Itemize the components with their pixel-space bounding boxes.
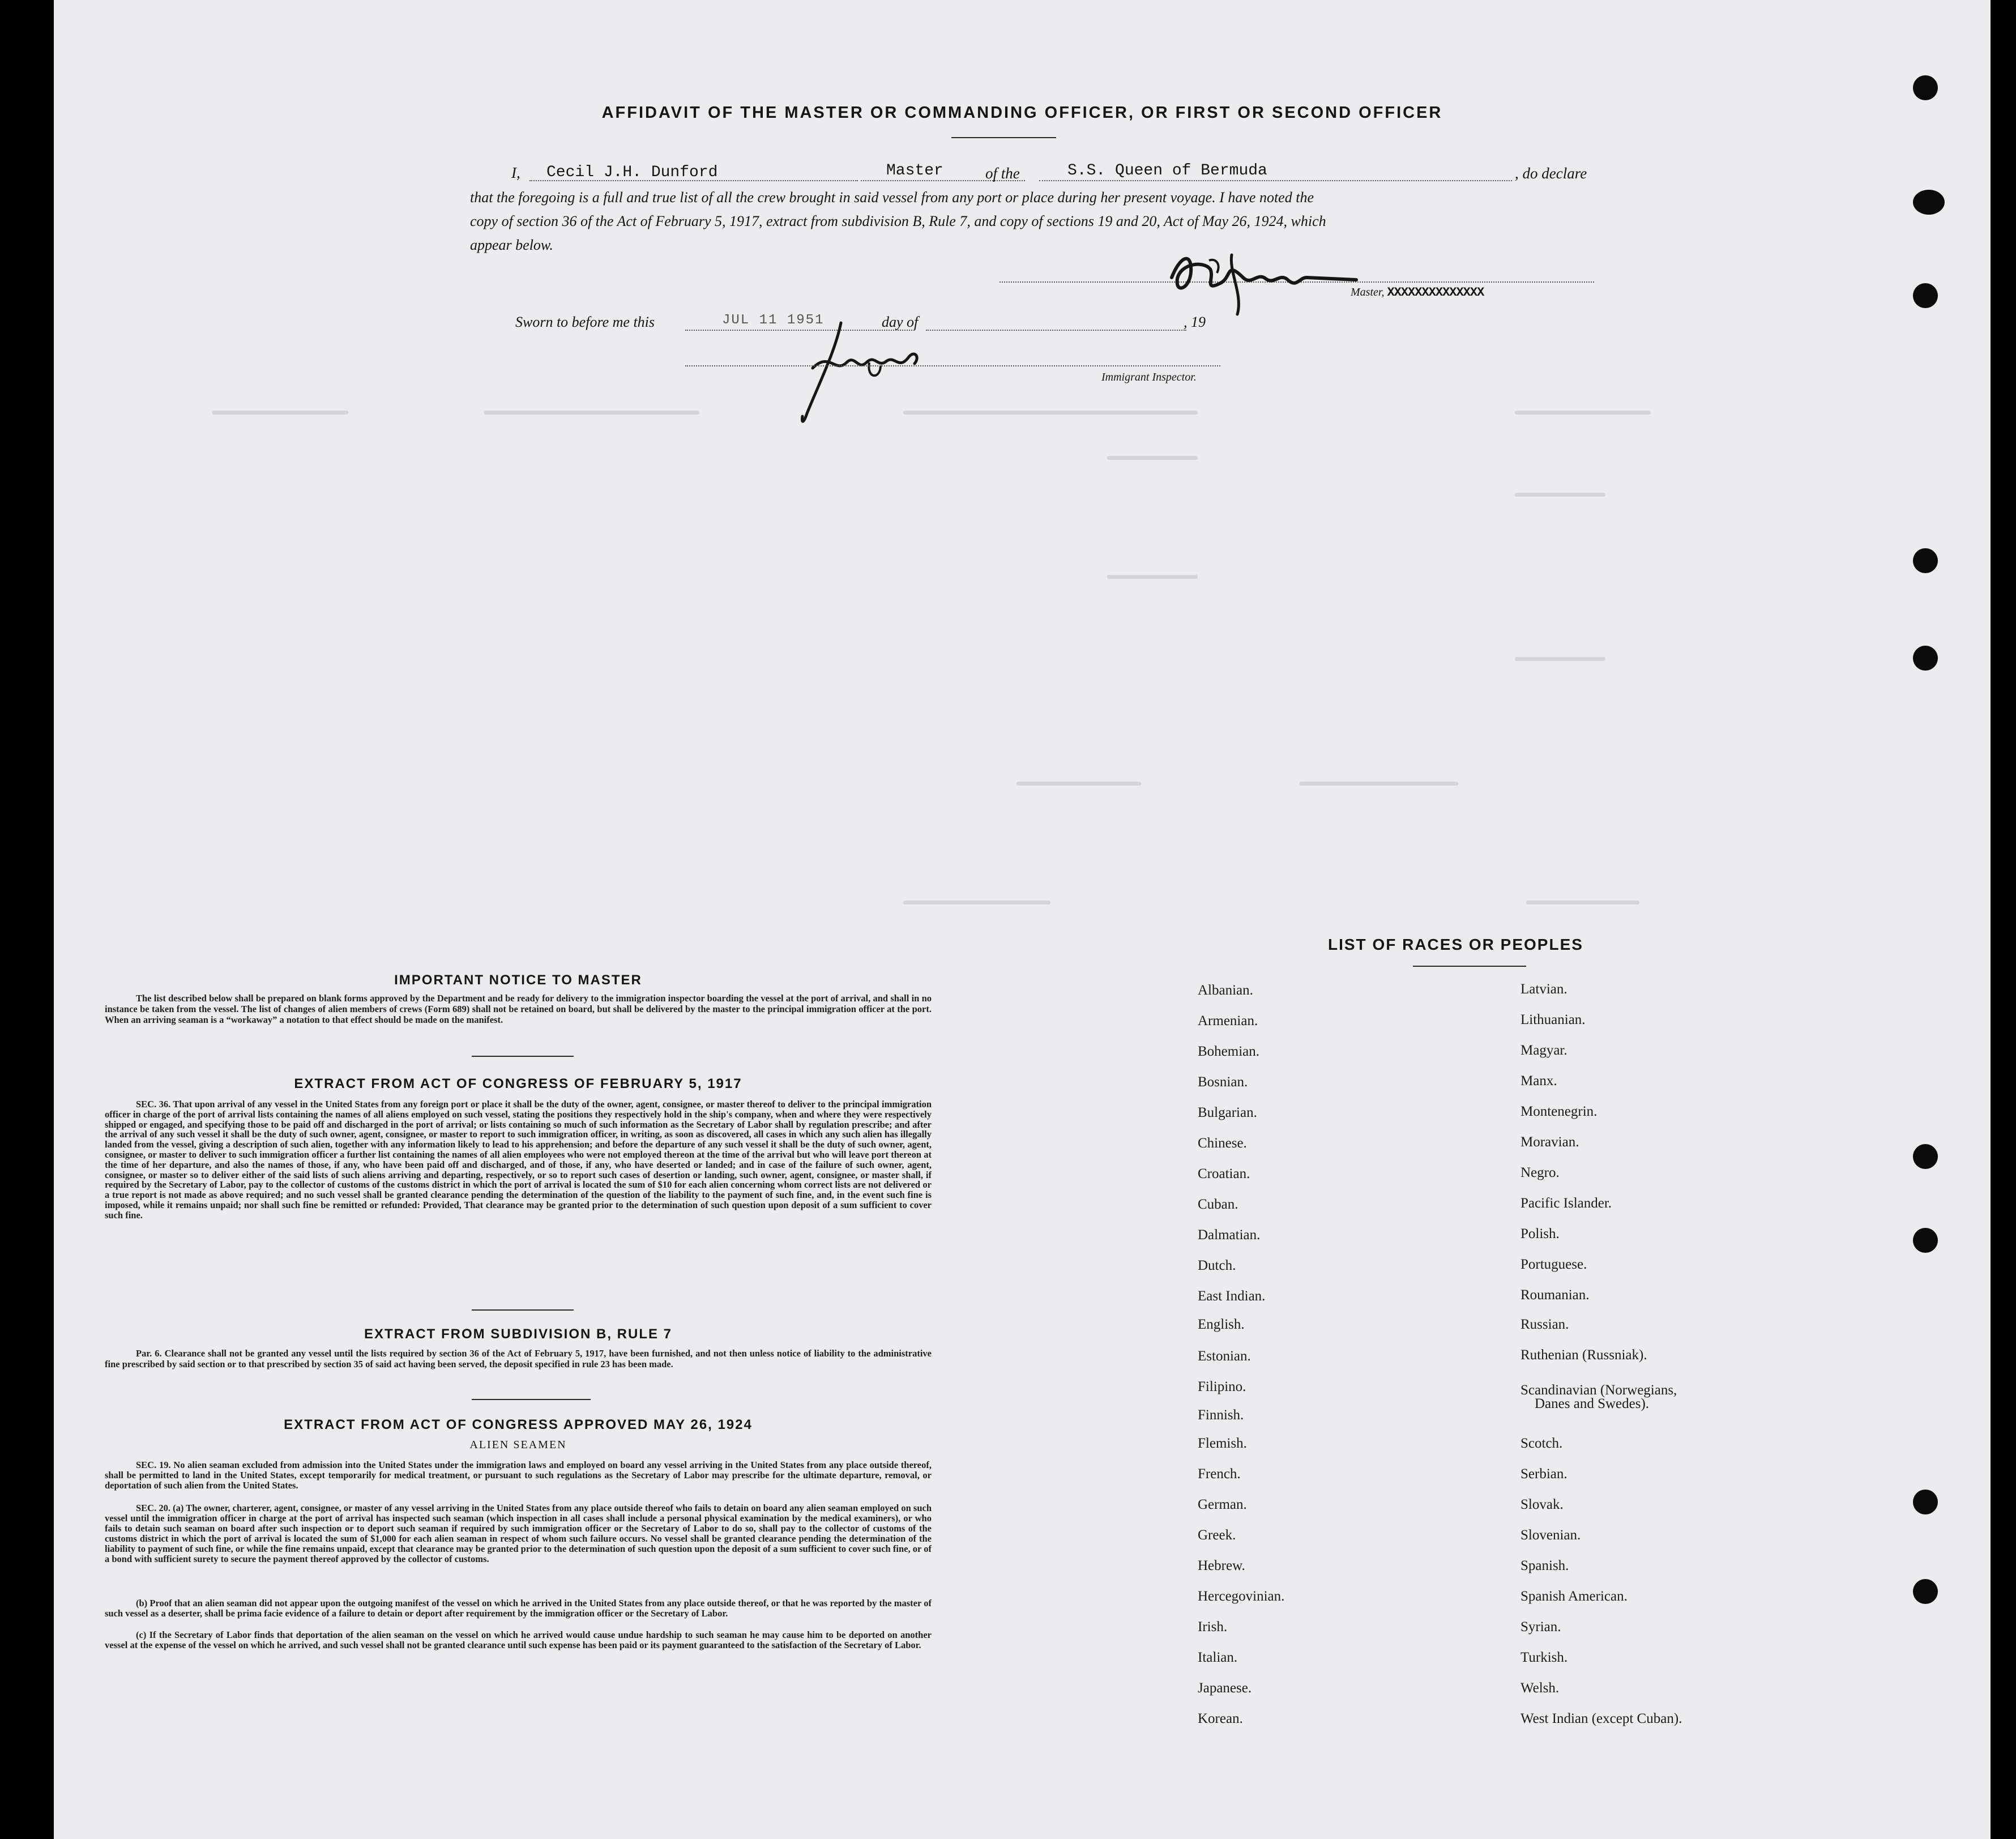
race-item: Manx. — [1520, 1073, 1557, 1089]
master-caption — [1351, 285, 1484, 300]
extract-1917-rule — [472, 1309, 574, 1311]
affidavit-line-2: that the foregoing is a full and true list of all the crew brought in said vessel from any port or place during her present voyage. I have noted the — [470, 189, 1314, 206]
race-item: Roumanian. — [1520, 1287, 1590, 1303]
notice-title: IMPORTANT NOTICE TO MASTER — [394, 972, 642, 988]
bleed-through-mark — [1107, 575, 1198, 579]
race-item: Scotch. — [1520, 1436, 1563, 1451]
extract-rule7-rule — [472, 1399, 591, 1400]
race-item: Flemish. — [1198, 1436, 1247, 1451]
race-item: Spanish. — [1520, 1558, 1569, 1573]
race-item: Portuguese. — [1520, 1257, 1587, 1272]
affidavit-line-3: copy of section 36 of the Act of February 5, 1917, extract from subdivision B, Rule 7, and copy of sections 19 and 20, Act of May 26, 1924, which — [470, 213, 1326, 229]
race-item: Welsh. — [1520, 1680, 1560, 1696]
race-item: Hebrew. — [1198, 1558, 1245, 1573]
race-item: Bosnian. — [1198, 1074, 1248, 1090]
master-name: Cecil J.H. Dunford — [546, 164, 718, 181]
affidavit-line-4: appear below. — [470, 237, 553, 253]
punch-hole — [1913, 75, 1938, 100]
race-item: Irish. — [1198, 1619, 1228, 1635]
race-item: German. — [1198, 1497, 1247, 1512]
document-page — [54, 0, 1991, 1839]
inspector-caption: Immigrant Inspector. — [1101, 371, 1197, 383]
race-item: Syrian. — [1520, 1619, 1561, 1635]
bleed-through-mark — [1515, 411, 1651, 415]
master-rank: Master — [886, 162, 943, 180]
punch-hole — [1913, 548, 1938, 573]
race-item: Filipino. — [1198, 1379, 1246, 1394]
race-item: Albanian. — [1198, 983, 1253, 998]
master-caption-struck: XXXXXXXXXXXXXX — [1387, 285, 1484, 300]
race-item: Danes and Swedes). — [1535, 1396, 1650, 1411]
sworn-date-stamp: JUL 11 1951 — [722, 313, 825, 328]
punch-hole — [1913, 1490, 1938, 1514]
race-item: Greek. — [1198, 1527, 1236, 1543]
sworn-label: Sworn to before me this — [515, 314, 655, 330]
punch-hole — [1913, 1144, 1938, 1169]
bleed-through-mark — [903, 901, 1050, 904]
affidavit-title: AFFIDAVIT OF THE MASTER OR COMMANDING OFFICER, OR FIRST OR SECOND OFFICER — [601, 104, 1443, 122]
race-item: Croatian. — [1198, 1166, 1250, 1181]
race-item: Serbian. — [1520, 1466, 1567, 1482]
race-item: Latvian. — [1520, 982, 1567, 997]
bleed-through-mark — [1515, 493, 1605, 497]
title-rule — [951, 137, 1056, 138]
race-item: Magyar. — [1520, 1043, 1567, 1058]
affidavit-i-label: I, — [511, 164, 520, 181]
punch-hole — [1913, 1228, 1938, 1253]
day-of-label: day of — [882, 314, 919, 330]
race-item: Russian. — [1520, 1317, 1569, 1332]
bleed-through-mark — [1526, 901, 1639, 904]
punch-hole — [1913, 646, 1938, 671]
race-item: Polish. — [1520, 1226, 1560, 1241]
bleed-through-mark — [484, 411, 699, 415]
race-item: Montenegrin. — [1520, 1104, 1598, 1119]
of-the-label: of the — [985, 165, 1020, 182]
race-item: Turkish. — [1520, 1650, 1568, 1665]
race-item: French. — [1198, 1466, 1241, 1482]
extract-1924-sec20c: (c) If the Secretary of Labor finds that deportation of the alien seaman on the vessel on which he arrived would cause undue hardship to such seaman he may cause him to be deported on another vessel at the expense of the vessel on which he arrived, and such vessel shall not be granted clearance until such expense has been paid or its payment guaranteed to the satisfaction of the Secretary of Labor. — [105, 1630, 932, 1650]
race-item: Lithuanian. — [1520, 1012, 1586, 1027]
punch-hole — [1913, 1579, 1938, 1604]
bleed-through-mark — [1300, 782, 1458, 786]
race-item: Ruthenian (Russniak). — [1520, 1347, 1647, 1363]
extract-1924-subtitle: ALIEN SEAMEN — [469, 1439, 567, 1451]
extract-1924-sec20b: (b) Proof that an alien seaman did not appear upon the outgoing manifest of the vessel on which he arrived in the United States from any place outside thereof, or that he was reported by the master of such vessel as a deserter, shall be prima facie evidence of a failure to detain or deport after requirement by the immigration officer or the Secretary of Labor. — [105, 1598, 932, 1619]
vessel-name: S.S. Queen of Bermuda — [1067, 162, 1267, 180]
bleed-through-mark — [1107, 456, 1198, 460]
races-title: LIST OF RACES OR PEOPLES — [1328, 936, 1583, 953]
race-item: Cuban. — [1198, 1197, 1238, 1212]
race-item: Italian. — [1198, 1650, 1238, 1665]
bleed-through-mark — [1515, 657, 1605, 661]
race-item: Chinese. — [1198, 1136, 1247, 1151]
year-label: , 19 — [1184, 314, 1206, 330]
race-item: Japanese. — [1198, 1680, 1252, 1696]
race-item: West Indian (except Cuban). — [1520, 1711, 1682, 1726]
race-item: Armenian. — [1198, 1013, 1258, 1029]
race-item: East Indian. — [1198, 1288, 1266, 1304]
race-item: Bohemian. — [1198, 1044, 1260, 1059]
extract-1924-sec20a: SEC. 20. (a) The owner, charterer, agent, consignee, or master of any vessel arriving in the United States from any place outside thereof who fails to detain on board any alien seaman employed on such vessel until the immigration officer in charge at the port of arrival has inspected such seaman (which inspection in all cases shall include a personal physical examination by the medical examiners), or who fails to detain such seaman on board after such inspection or to deport such seaman if required by such immigration officer or the Secretary of Labor to do so, shall pay to the collector of customs of the customs district in which the port of arrival is located the sum of $1,000 for each alien seaman in respect of whom such failure occurs. No vessel shall be granted clearance pending the determination of the liability to payment of such fine, or while the fine remains unpaid, except that clearance may be granted prior to the determination of such question upon the deposit of a sum sufficient to cover such fine, or of a bond with sufficient surety to secure the payment thereof approved by the collector of customs. — [105, 1503, 932, 1564]
race-item: Finnish. — [1198, 1407, 1244, 1423]
race-item: Bulgarian. — [1198, 1105, 1257, 1120]
notice-rule — [472, 1056, 574, 1057]
race-item: Hercegovinian. — [1198, 1589, 1285, 1604]
inspector-signature — [750, 317, 966, 430]
vessel-line — [1039, 180, 1512, 181]
extract-1917-title: EXTRACT FROM ACT OF CONGRESS OF FEBRUARY 5, 1917 — [294, 1076, 742, 1091]
bleed-through-mark — [1016, 782, 1141, 786]
race-item: Estonian. — [1198, 1349, 1251, 1364]
punch-hole — [1913, 283, 1938, 308]
bleed-through-mark — [212, 411, 348, 415]
master-signature — [1158, 238, 1373, 317]
extract-1917-body: SEC. 36. That upon arrival of any vessel in the United States from any foreign port or place it shall be the duty of the owner, agent, consignee, or master thereof to deliver to the principal immigration officer in charge of the port of arrival lists containing the names of all aliens employed on such vessel, stating the positions they respectively hold in the ship's company, when and where they were respectively shipped or engaged, and specifying those to be paid off and discharged in the port of arrival; or lists containing so much of such information as the Secretary of Labor shall by regulation prescribe; and after the arrival of any such vessel it shall be the duty of such owner, agent, consignee, or master to report to such immigration officer, in writing, as soon as discovered, all cases in which any such alien has illegally landed from the vessel, giving a description of such alien, together with any information likely to lead to his apprehension; and before the departure of any such vessel it shall be the duty of such owner, agent, consignee, or master to deliver to such immigration officer a further list containing the names of all alien employees who were not employed thereon at the time of the arrival but who will leave port thereon at the time of her departure, and also the names of those, if any, who have been paid off and discharged, and of those, if any, who have deserted or landed; and in case of the failure of such owner, agent, consignee, or master so to deliver either of the said lists of such aliens arriving and departing, respectively, or so to report such cases of desertion or landing, such owner, agent, consignee, or master shall, if required by the Secretary of Labor, pay to the collector of customs of the customs district in which the port of arrival is located the sum of $10 for each alien concerning whom correct lists are not delivered or a true report is not made as above required; and no such vessel shall be granted clearance pending the determination of the question of the liability to the payment of such fine, and, in the event such fine is imposed, while it remains unpaid; nor shall such fine be remitted or refunded: Provided, That clearance may be granted prior to the determination of such question upon deposit of a sum sufficient to cover such fine. — [105, 1099, 932, 1221]
race-item: Slovenian. — [1520, 1527, 1581, 1543]
punch-hole — [1913, 190, 1945, 215]
race-item: Scandinavian (Norwegians, — [1520, 1383, 1677, 1398]
extract-1924-title: EXTRACT FROM ACT OF CONGRESS APPROVED MAY 26, 1924 — [284, 1417, 753, 1432]
extract-1924-sec19: SEC. 19. No alien seaman excluded from admission into the United States under the immigration laws and employed on board any vessel arriving in the United States from any place outside thereof, shall be permitted to land in the United States, except temporarily for medical treatment, or pursuant to such regulations as the Secretary of Labor may prescribe for the ultimate departure, removal, or deportation of such alien from the United States. — [105, 1460, 932, 1491]
race-item: Dutch. — [1198, 1258, 1236, 1273]
extract-rule7-body: Par. 6. Clearance shall not be granted any vessel until the lists required by section 36 of the Act of February 5, 1917, have been furnished, and not then unless notice of liability to the administrative fine prescribed by said section or to that prescribed by section 35 of said act having been served, the deposit specified in rule 23 has been made. — [105, 1348, 932, 1369]
race-item: Spanish American. — [1520, 1589, 1628, 1604]
races-rule — [1413, 966, 1526, 967]
race-item: English. — [1198, 1317, 1245, 1332]
inspector-line — [685, 365, 1220, 366]
race-item: Negro. — [1520, 1165, 1560, 1180]
master-caption-text: Master, — [1351, 286, 1385, 298]
race-item: Pacific Islander. — [1520, 1196, 1612, 1211]
do-declare-label: , do declare — [1515, 165, 1587, 182]
race-item: Dalmatian. — [1198, 1227, 1261, 1243]
notice-body: The list described below shall be prepared on blank forms approved by the Department and be ready for delivery to the immigration inspector boarding the vessel at the port of arrival, and shall in no instance be taken from the vessel. The list of changes of alien members of crews (Form 689) shall not be retained on board, but shall be delivered by the master to the principal immigration officer at the port. When an arriving seaman is a “workaway” a notation to that effect should be made on the manifest. — [105, 993, 932, 1025]
race-item: Moravian. — [1520, 1134, 1579, 1150]
race-item: Slovak. — [1520, 1497, 1564, 1512]
extract-rule7-title: EXTRACT FROM SUBDIVISION B, RULE 7 — [364, 1326, 673, 1342]
race-item: Korean. — [1198, 1711, 1243, 1726]
